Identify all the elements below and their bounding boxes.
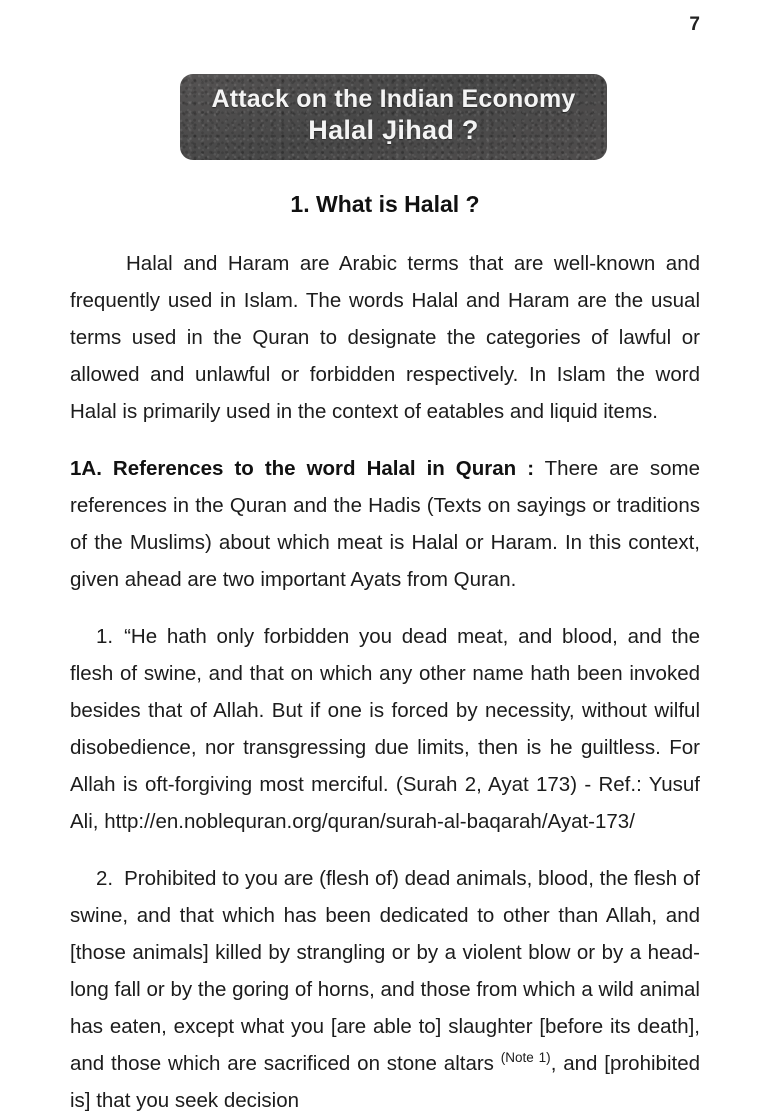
paragraph-intro: Halal and Haram are Arabic terms that are well-known and frequently used in Islam. The words Halal and Haram are the usual terms used in the Quran to designate the categories of lawful or allowed and unlawful or forbidden respectively. In Islam the word Halal is primarily used in the context of eatables and liquid items. [70, 251, 700, 423]
paragraph-section-1a [70, 450, 700, 598]
section-heading: 1. What is Halal ? [290, 191, 480, 217]
list-item-number: 2. [96, 866, 114, 890]
document-body [70, 190, 700, 1119]
page-number: 7 [689, 14, 700, 35]
list-item-text: Prohibited to you are (flesh of) dead animals, blood, the flesh of swine, and that which has been dedicated to other than Allah, and [those animals] killed by strangling or by a violent blow or by a head-long fall or by the goring of horns, and those from which a wild animal has eaten, except what you [are able to] slaughter [before its death], and those which are sacrificed on stone altars [70, 866, 700, 1075]
paragraph-section-1a-text: There are some references in the Quran and the Hadis (Texts on sayings or traditions of the Muslims) about which meat is Halal or Haram. In this context, given ahead are two important Ayats from Quran. [70, 456, 700, 591]
banner-title-secondary: Halal J̣ihad ? [308, 115, 479, 146]
run-in-heading-1a: 1A. References to the word Halal in Quran : [70, 456, 535, 480]
list-item [70, 860, 700, 1119]
footnote-marker: (Note 1) [500, 1049, 551, 1065]
list-item-text: “He hath only forbidden you dead meat, and blood, and the flesh of swine, and that on which any other name hath been invoked besides that of Allah. But if one is forced by necessity, without wilful disobedience, nor transgressing due limits, then is he guiltless. For Allah is oft-forgiving most merciful. (Surah 2, Ayat 173) - Ref.: Yusuf Ali, [70, 624, 700, 833]
banner-title-primary: Attack on the Indian Economy [211, 85, 576, 114]
reference-url[interactable]: http://en.noblequran.org/quran/surah-al-baqarah/Ayat-173/ [104, 809, 635, 833]
list-item [70, 618, 700, 840]
list-item-number: 1. [96, 624, 114, 648]
list-item-text-continued: , and [prohibited is] that you seek decision [70, 1051, 700, 1112]
title-banner [180, 74, 607, 160]
